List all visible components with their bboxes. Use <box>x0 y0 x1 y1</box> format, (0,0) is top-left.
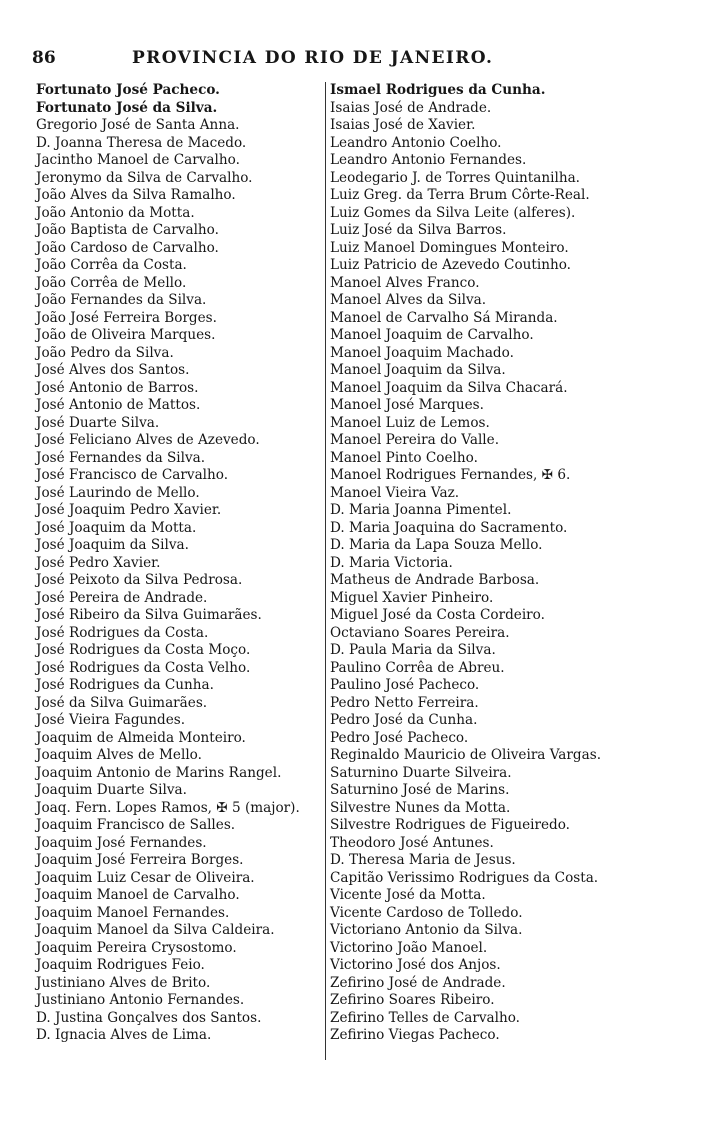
list-item: Manoel José Marques. <box>330 397 484 413</box>
list-item: José Rodrigues da Cunha. <box>36 677 214 693</box>
list-item: João Fernandes da Silva. <box>36 292 207 308</box>
list-item: Miguel Xavier Pinheiro. <box>330 589 494 606</box>
list-item: Joaquim Luiz Cesar de Oliveira. <box>36 869 255 886</box>
list-item: João Cardoso de Carvalho. <box>36 239 219 256</box>
list-item: Silvestre Nunes da Motta. <box>330 799 511 816</box>
list-item: Isaias José de Xavier. <box>330 117 476 133</box>
list-item: Manoel Joaquim de Carvalho. <box>330 327 534 343</box>
list-item: José Fernandes da Silva. <box>36 449 206 466</box>
list-item: José Francisco de Carvalho. <box>36 467 229 483</box>
list-item: Manoel Rodrigues Fernandes, ✠ 6. <box>330 467 571 483</box>
list-item: D. Joanna Theresa de Macedo. <box>36 134 247 151</box>
list-item: José Joaquim Pedro Xavier. <box>36 502 222 518</box>
list-item: João Pedro da Silva. <box>36 344 174 361</box>
list-item: José Duarte Silva. <box>36 414 160 431</box>
list-item: Pedro José Pacheco. <box>330 729 469 746</box>
list-item: João Corrêa da Costa. <box>36 257 187 273</box>
list-item: Manoel Luiz de Lemos. <box>330 414 490 431</box>
right-name-column <box>325 82 710 1060</box>
list-item: Manoel Alves Franco. <box>330 274 480 291</box>
list-item: João José Ferreira Borges. <box>36 309 217 326</box>
list-item: Justiniano Alves de Brito. <box>36 974 211 991</box>
list-item: Joaq. Fern. Lopes Ramos, ✠ 5 (major). <box>36 799 300 816</box>
list-item: Vicente José da Motta. <box>330 887 486 903</box>
list-item: Saturnino Duarte Silveira. <box>330 764 512 781</box>
list-item: D. Maria da Lapa Souza Mello. <box>330 537 543 553</box>
list-item: José Pereira de Andrade. <box>36 589 208 606</box>
list-item: Paulino José Pacheco. <box>330 677 480 693</box>
list-item: Capitão Verissimo Rodrigues da Costa. <box>330 869 599 886</box>
list-item: D. Justina Gonçalves dos Santos. <box>36 1009 262 1026</box>
list-item: Pedro José da Cunha. <box>330 712 478 728</box>
list-item: José Laurindo de Mello. <box>36 484 200 501</box>
list-item: Luiz Patricio de Azevedo Coutinho. <box>330 257 571 273</box>
list-item: José da Silva Guimarães. <box>36 694 208 711</box>
list-item: Joaquim Alves de Mello. <box>36 747 202 763</box>
list-item: João de Oliveira Marques. <box>36 327 216 343</box>
page-header <box>32 48 532 72</box>
list-item: Reginaldo Mauricio de Oliveira Vargas. <box>330 747 602 763</box>
list-item: Joaquim José Fernandes. <box>36 834 207 851</box>
list-item: Manoel Joaquim Machado. <box>330 344 514 361</box>
list-item: Zefirino Telles de Carvalho. <box>330 1009 520 1026</box>
list-item: Joaquim Manoel da Silva Caldeira. <box>36 922 275 938</box>
list-item: Joaquim Duarte Silva. <box>36 782 187 798</box>
list-item: Manoel Pereira do Valle. <box>330 432 500 448</box>
list-item: Zefirino Viegas Pacheco. <box>330 1027 500 1043</box>
list-item: Pedro Netto Ferreira. <box>330 694 479 711</box>
list-item: Jeronymo da Silva de Carvalho. <box>36 169 253 186</box>
list-item: Victoriano Antonio da Silva. <box>330 922 523 938</box>
list-item: D. Paula Maria da Silva. <box>330 642 496 658</box>
list-item: Octaviano Soares Pereira. <box>330 624 510 641</box>
list-item: Joaquim Manoel de Carvalho. <box>36 887 240 903</box>
list-item: Leandro Antonio Fernandes. <box>330 152 527 168</box>
list-item: Paulino Corrêa de Abreu. <box>330 659 505 676</box>
list-item: Manoel Pinto Coelho. <box>330 449 478 466</box>
list-item: Leodegario J. de Torres Quintanilha. <box>330 169 580 186</box>
list-item: João Alves da Silva Ramalho. <box>36 187 236 203</box>
list-item: José Vieira Fagundes. <box>36 712 186 728</box>
list-item: Joaquim Manoel Fernandes. <box>36 904 230 921</box>
list-item: Luiz Manoel Domingues Monteiro. <box>330 239 569 256</box>
list-item: José Rodrigues da Costa Moço. <box>36 642 251 658</box>
list-item: José Antonio de Mattos. <box>36 397 201 413</box>
list-item: Justiniano Antonio Fernandes. <box>36 992 245 1008</box>
list-item: João Antonio da Motta. <box>36 204 195 221</box>
list-item: D. Ignacia Alves de Lima. <box>36 1027 212 1043</box>
list-item: Joaquim Francisco de Salles. <box>36 817 236 833</box>
list-item: José Ribeiro da Silva Guimarães. <box>36 607 262 623</box>
list-item: José Rodrigues da Costa. <box>36 624 209 641</box>
list-item: Saturnino José de Marins. <box>330 782 510 798</box>
list-item: Manoel Joaquim da Silva. <box>330 362 506 378</box>
list-item: Victorino João Manoel. <box>330 939 488 956</box>
list-item: Luiz José da Silva Barros. <box>330 222 507 238</box>
list-item: D. Maria Joaquina do Sacramento. <box>330 519 568 536</box>
list-item: Joaquim de Almeida Monteiro. <box>36 729 246 746</box>
list-item: João Baptista de Carvalho. <box>36 222 219 238</box>
list-item: José Joaquim da Silva. <box>36 537 189 553</box>
page-number: 86 <box>32 48 56 68</box>
list-item: José Alves dos Santos. <box>36 362 190 378</box>
list-item: Joaquim José Ferreira Borges. <box>36 852 244 868</box>
list-item: Joaquim Rodrigues Feio. <box>36 957 205 973</box>
list-item: Manoel de Carvalho Sá Miranda. <box>330 309 558 326</box>
list-item: Luiz Gomes da Silva Leite (alferes). <box>330 204 576 221</box>
list-item: Silvestre Rodrigues de Figueiredo. <box>330 817 571 833</box>
list-item: Vicente Cardoso de Tolledo. <box>330 904 523 921</box>
list-item: Fortunato José da Silva. <box>36 99 218 116</box>
list-item: José Peixoto da Silva Pedrosa. <box>36 572 243 588</box>
list-item: Matheus de Andrade Barbosa. <box>330 572 540 588</box>
list-item: D. Maria Joanna Pimentel. <box>330 502 512 518</box>
left-name-column <box>36 82 332 1045</box>
list-item: Manoel Alves da Silva. <box>330 292 487 308</box>
list-item: Theodoro José Antunes. <box>330 834 494 851</box>
list-item: José Pedro Xavier. <box>36 554 161 571</box>
list-item: Joaquim Pereira Crysostomo. <box>36 939 237 956</box>
list-item: Ismael Rodrigues da Cunha. <box>330 82 546 98</box>
list-item: José Joaquim da Motta. <box>36 519 197 536</box>
list-item: Manoel Joaquim da Silva Chacará. <box>330 379 568 396</box>
list-item: Gregorio José de Santa Anna. <box>36 117 240 133</box>
list-item: D. Theresa Maria de Jesus. <box>330 852 516 868</box>
list-item: Victorino José dos Anjos. <box>330 957 501 973</box>
running-head-title: PROVINCIA DO RIO DE JANEIRO. <box>132 48 494 68</box>
list-item: João Corrêa de Mello. <box>36 274 187 291</box>
list-item: Isaias José de Andrade. <box>330 99 492 116</box>
list-item: Zefirino José de Andrade. <box>330 974 506 991</box>
list-item: Jacintho Manoel de Carvalho. <box>36 152 240 168</box>
list-item: Manoel Vieira Vaz. <box>330 484 460 501</box>
list-item: Leandro Antonio Coelho. <box>330 134 502 151</box>
list-item: Miguel José da Costa Cordeiro. <box>330 607 545 623</box>
list-item: Joaquim Antonio de Marins Rangel. <box>36 764 282 781</box>
list-item: Zefirino Soares Ribeiro. <box>330 992 495 1008</box>
list-item: Luiz Greg. da Terra Brum Côrte-Real. <box>330 187 590 203</box>
list-item: José Rodrigues da Costa Velho. <box>36 659 251 676</box>
list-item: D. Maria Victoria. <box>330 554 453 571</box>
list-item: Fortunato José Pacheco. <box>36 82 220 98</box>
list-item: José Feliciano Alves de Azevedo. <box>36 432 260 448</box>
list-item: José Antonio de Barros. <box>36 379 199 396</box>
